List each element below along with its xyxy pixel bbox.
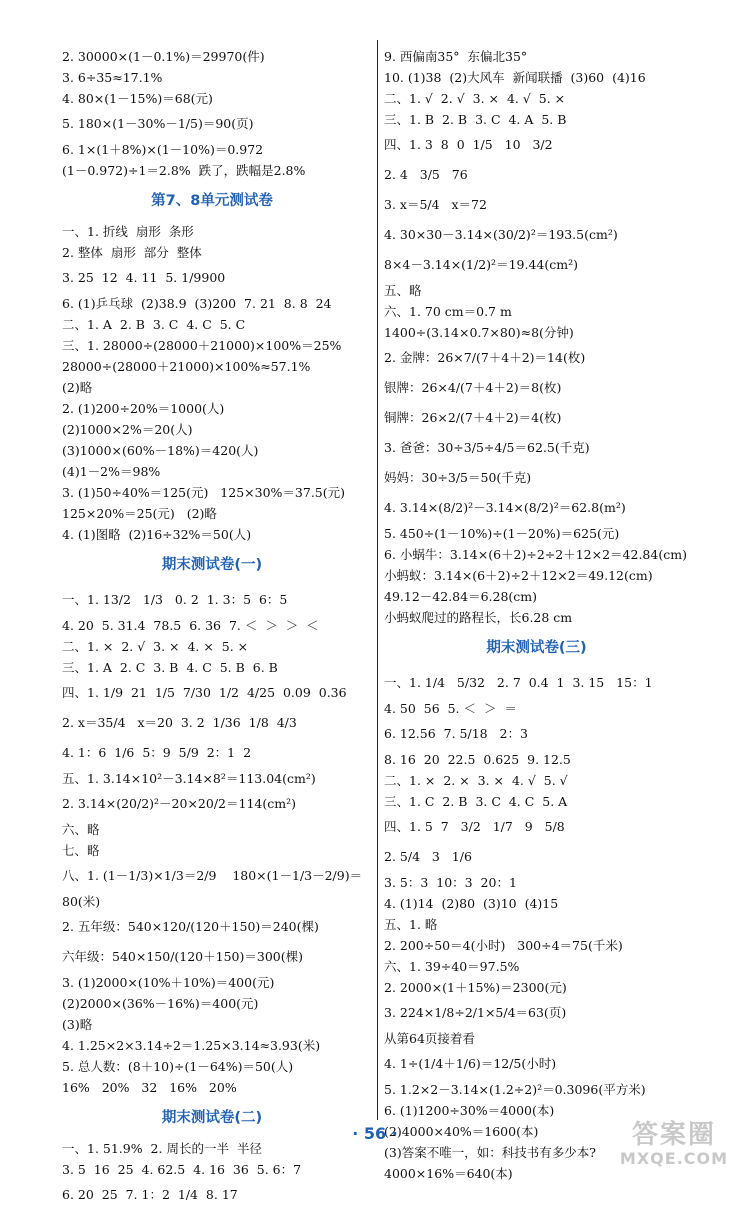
watermark-title: 答案圈 xyxy=(631,1120,716,1150)
answer-line: 2. 4 3/5 76 xyxy=(384,167,468,182)
answer-line: 小蚂蚁：3.14×(6＋2)÷2＋12×2＝49.12(cm) xyxy=(384,568,653,583)
answer-line: 二、1. × 2. × 3. × 4. √ 5. √ xyxy=(384,773,568,788)
answer-line: 3. 6÷35≈17.1% xyxy=(62,70,163,85)
page-number: · 56 · xyxy=(352,1124,398,1143)
answer-line: (4)1－2%＝98% xyxy=(62,464,161,479)
answer-line: 3. 224×1/8÷2/1×5/4＝63(页) xyxy=(384,1005,567,1020)
answer-line: 3. 爸爸：30÷3/5÷4/5＝62.5(千克) xyxy=(384,440,590,455)
answer-line: 4. (1)图略 (2)16÷32%＝50(人) xyxy=(62,527,252,542)
answer-line: 4. 1÷(1/4＋1/6)＝12/5(小时) xyxy=(384,1056,557,1071)
answer-line: 六、1. 39÷40＝97.5% xyxy=(384,959,520,974)
answer-line: 3. (1)2000×(10%＋10%)＝400(元) xyxy=(62,975,275,990)
answer-line: 6. 小蜗牛：3.14×(6＋2)÷2÷2＋12×2＝42.84(cm) xyxy=(384,547,687,562)
answer-line: 4000×16%＝640(本) xyxy=(384,1166,513,1181)
answer-line: 28000÷(28000＋21000)×100%≈57.1% xyxy=(62,359,311,374)
left-column xyxy=(62,46,362,1210)
answer-line: 80(米) xyxy=(62,894,101,909)
answer-line: 6. (1)1200÷30%＝4000(本) xyxy=(384,1103,555,1118)
answer-line: (3)答案不唯一，如：科技书有多少本? xyxy=(384,1145,596,1160)
answer-line: 125×20%＝25(元) (2)略 xyxy=(62,506,217,521)
section-heading: 期末测试卷(一) xyxy=(161,557,263,573)
answer-line: 三、1. A 2. C 3. B 4. C 5. B 6. B xyxy=(62,660,278,675)
answer-line: 4. 1：6 1/6 5：9 5/9 2：1 2 xyxy=(62,745,252,760)
answer-line: 8. 16 20 22.5 0.625 9. 12.5 xyxy=(384,752,571,767)
answer-line: 银牌：26×4/(7＋4＋2)＝8(枚) xyxy=(384,380,562,395)
answer-line: 一、1. 13/2 1/3 0. 2 1. 3：5 6：5 xyxy=(62,592,288,607)
answer-line: 2. 3.14×(20/2)²－20×20/2＝114(cm²) xyxy=(62,796,296,811)
answer-line: 六年级：540×150/(120＋150)＝300(棵) xyxy=(62,949,303,964)
answer-line: 2. 2000×(1＋15%)＝2300(元) xyxy=(384,980,567,995)
answer-line: 妈妈：30÷3/5＝50(千克) xyxy=(384,470,532,485)
answer-line: 二、1. × 2. √ 3. × 4. × 5. × xyxy=(62,639,249,654)
answer-line: 四、1. 5 7 3/2 1/7 9 5/8 xyxy=(384,819,565,834)
section-heading: 第7、8单元测试卷 xyxy=(151,193,273,209)
answer-line: 4. 80×(1－15%)＝68(元) xyxy=(62,91,213,106)
answer-line: 4. 50 56 5. ＜ ＞ ＝ xyxy=(384,701,517,716)
answer-line: 2. 金牌：26×7/(7＋4＋2)＝14(枚) xyxy=(384,350,586,365)
answer-line: 4. 20 5. 31.4 78.5 6. 36 7. ＜ ＞ ＞ ＜ xyxy=(62,618,319,633)
answer-line: 小蚂蚁爬过的路程长，长6.28 cm xyxy=(384,610,573,625)
answer-line: 5. 180×(1－30%－1/5)＝90(页) xyxy=(62,116,254,131)
answer-line: 五、略 xyxy=(384,283,422,298)
answer-line: 4. 30×30－3.14×(30/2)²＝193.5(cm²) xyxy=(384,227,618,242)
section-heading: 期末测试卷(二) xyxy=(161,1110,263,1126)
answer-line: (2)1000×2%＝20(人) xyxy=(62,422,193,437)
answer-line: 49.12－42.84＝6.28(cm) xyxy=(384,589,538,604)
answer-line: 一、1. 51.9% 2. 周长的一半 半径 xyxy=(62,1141,262,1156)
answer-line: 4. 1.25×2×3.14÷2＝1.25×3.14≈3.93(米) xyxy=(62,1038,321,1053)
right-column xyxy=(384,46,689,1184)
answer-line: (2)2000×(36%－16%)＝400(元) xyxy=(62,996,259,1011)
answer-line: 三、1. B 2. B 3. C 4. A 5. B xyxy=(384,112,567,127)
answer-line: 5. 总人数：(8＋10)÷(1－64%)＝50(人) xyxy=(62,1059,294,1074)
answer-line: 五、1. 略 xyxy=(384,917,438,932)
answer-line: 二、1. A 2. B 3. C 4. C 5. C xyxy=(62,317,246,332)
answer-line: 2. 200÷50＝4(小时) 300÷4＝75(千米) xyxy=(384,938,623,953)
answer-line: 6. (1)乒乓球 (2)38.9 (3)200 7. 21 8. 8 24 xyxy=(62,296,332,311)
answer-line: 4. 3.14×(8/2)²－3.14×(8/2)²＝62.8(m²) xyxy=(384,500,626,515)
answer-line: 三、1. C 2. B 3. C 4. C 5. A xyxy=(384,794,568,809)
answer-line: 3. 5 16 25 4. 62.5 4. 16 36 5. 6：7 xyxy=(62,1162,302,1177)
answer-line: (1－0.972)÷1＝2.8% 跌了，跌幅是2.8% xyxy=(62,163,306,178)
answer-line: 6. 20 25 7. 1：2 1/4 8. 17 xyxy=(62,1187,238,1202)
answer-line: 10. (1)38 (2)大风车 新闻联播 (3)60 (4)16 xyxy=(384,70,646,85)
answer-line: (2)略 xyxy=(62,380,93,395)
answer-line: 五、1. 3.14×10²－3.14×8²＝113.04(cm²) xyxy=(62,771,316,786)
answer-line: 2. 五年级：540×120/(120＋150)＝240(棵) xyxy=(62,919,319,934)
answer-line: (3)1000×(60%－18%)＝420(人) xyxy=(62,443,259,458)
answer-line: 2. 30000×(1－0.1%)＝29970(件) xyxy=(62,49,265,64)
answer-line: 四、1. 3 8 0 1/5 10 3/2 xyxy=(384,137,553,152)
answer-line: 八、1. (1－1/3)×1/3＝2/9 180×(1－1/3－2/9)＝ xyxy=(62,868,363,883)
column-divider xyxy=(377,40,378,1120)
answer-line: 4. (1)14 (2)80 (3)10 (4)15 xyxy=(384,896,559,911)
answer-line: 2. 整体 扇形 部分 整体 xyxy=(62,245,202,260)
watermark-logo xyxy=(604,1120,744,1174)
answer-line: 2. 5/4 3 1/6 xyxy=(384,849,472,864)
answer-line: 5. 450÷(1－10%)÷(1－20%)＝625(元) xyxy=(384,526,620,541)
answer-line: 5. 1.2×2－3.14×(1.2÷2)²＝0.3096(平方米) xyxy=(384,1082,646,1097)
answer-line: 3. 5：3 10：3 20：1 xyxy=(384,875,517,890)
answer-line: 六、略 xyxy=(62,822,100,837)
answer-line: 8×4－3.14×(1/2)²＝19.44(cm²) xyxy=(384,257,578,272)
answer-line: 2. x＝35/4 x＝20 3. 2 1/36 1/8 4/3 xyxy=(62,715,297,730)
answer-line: 七、略 xyxy=(62,843,100,858)
section-heading: 期末测试卷(三) xyxy=(486,640,587,656)
answer-line: 一、1. 1/4 5/32 2. 7 0.4 1 3. 15 15：1 xyxy=(384,675,653,690)
watermark-url: MXQE.COM xyxy=(619,1149,729,1168)
answer-line: 二、1. √ 2. √ 3. × 4. √ 5. × xyxy=(384,91,566,106)
answer-line: (3)略 xyxy=(62,1017,93,1032)
answer-line: 6. 12.56 7. 5/18 2：3 xyxy=(384,726,528,741)
answer-line: 四、1. 1/9 21 1/5 7/30 1/2 4/25 0.09 0.36 xyxy=(62,685,347,700)
answer-line: 一、1. 折线 扇形 条形 xyxy=(62,224,194,239)
answer-line: 16% 20% 32 16% 20% xyxy=(62,1080,237,1095)
answer-line: (2)4000×40%＝1600(本) xyxy=(384,1124,539,1139)
answer-line: 3. 25 12 4. 11 5. 1/9900 xyxy=(62,270,226,285)
answer-line: 2. (1)200÷20%＝1000(人) xyxy=(62,401,225,416)
answer-line: 1400÷(3.14×0.7×80)≈8(分钟) xyxy=(384,325,574,340)
answer-line: 6. 1×(1＋8%)×(1－10%)＝0.972 xyxy=(62,142,264,157)
answer-line: 从第64页接着看 xyxy=(384,1031,475,1046)
answer-line: 铜牌：26×2/(7＋4＋2)＝4(枚) xyxy=(384,410,562,425)
answer-line: 3. (1)50÷40%＝125(元) 125×30%＝37.5(元) xyxy=(62,485,346,500)
answer-line: 三、1. 28000÷(28000＋21000)×100%＝25% xyxy=(62,338,342,353)
answer-line: 3. x＝5/4 x＝72 xyxy=(384,197,487,212)
answer-line: 9. 西偏南35° 东偏北35° xyxy=(384,49,528,64)
answer-line: 六、1. 70 cm＝0.7 m xyxy=(384,304,512,319)
